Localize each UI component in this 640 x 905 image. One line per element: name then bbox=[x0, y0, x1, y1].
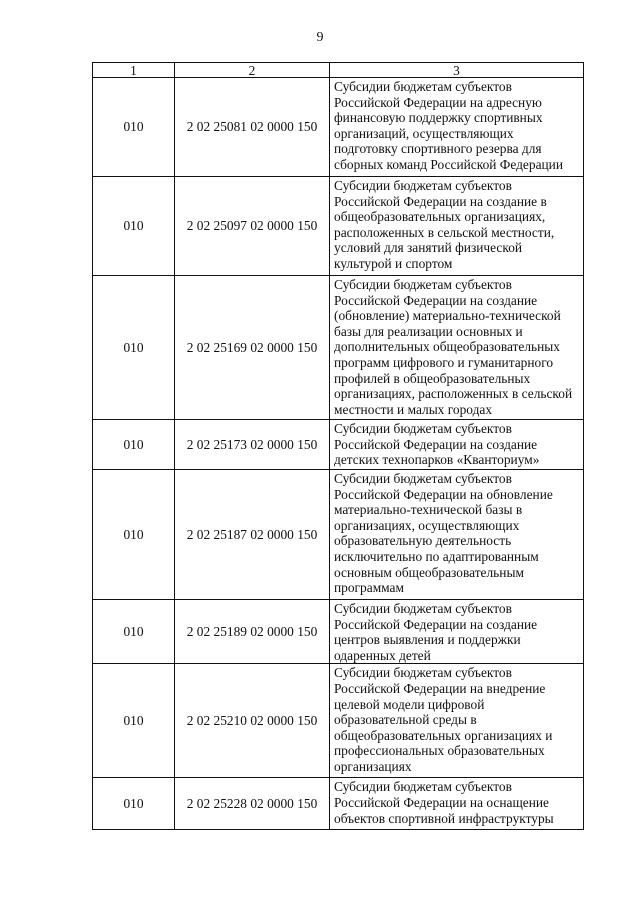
column-number-3: 3 bbox=[330, 63, 584, 78]
table-header-row bbox=[93, 63, 584, 78]
income-name-cell: Субсидии бюджетам субъектов Российской Федерации на адресную финансовую поддержку спортивных организаций, осуществляющих подготовку спортивного резерва для сборных команд Российской Федерации bbox=[330, 78, 584, 177]
table-row bbox=[93, 470, 584, 600]
income-name-cell: Субсидии бюджетам субъектов Российской Федерации на создание центров выявления и поддержки одаренных детей bbox=[330, 600, 584, 664]
table-row bbox=[93, 664, 584, 778]
income-name-cell: Субсидии бюджетам субъектов Российской Федерации на создание в общеобразовательных организациях, расположенных в сельской местности, условий для занятий физической культурой и спортом bbox=[330, 177, 584, 276]
admin-code-cell: 010 bbox=[93, 600, 175, 664]
table-row bbox=[93, 78, 584, 177]
income-name-cell: Субсидии бюджетам субъектов Российской Федерации на оснащение объектов спортивной инфраструктуры bbox=[330, 778, 584, 830]
income-name-cell: Субсидии бюджетам субъектов Российской Федерации на создание детских технопарков «Кванториум» bbox=[330, 420, 584, 470]
budget-codes-table bbox=[92, 62, 584, 830]
budget-class-code-cell: 2 02 25169 02 0000 150 bbox=[175, 276, 330, 420]
column-number-2: 2 bbox=[175, 63, 330, 78]
admin-code-cell: 010 bbox=[93, 778, 175, 830]
budget-class-code-cell: 2 02 25210 02 0000 150 bbox=[175, 664, 330, 778]
admin-code-cell: 010 bbox=[93, 420, 175, 470]
admin-code-cell: 010 bbox=[93, 470, 175, 600]
admin-code-cell: 010 bbox=[93, 664, 175, 778]
table-row bbox=[93, 177, 584, 276]
admin-code-cell: 010 bbox=[93, 78, 175, 177]
table-row bbox=[93, 276, 584, 420]
admin-code-cell: 010 bbox=[93, 276, 175, 420]
budget-class-code-cell: 2 02 25081 02 0000 150 bbox=[175, 78, 330, 177]
admin-code-cell: 010 bbox=[93, 177, 175, 276]
column-number-1: 1 bbox=[93, 63, 175, 78]
budget-class-code-cell: 2 02 25228 02 0000 150 bbox=[175, 778, 330, 830]
budget-class-code-cell: 2 02 25189 02 0000 150 bbox=[175, 600, 330, 664]
page-number: 9 bbox=[316, 30, 324, 45]
table-row bbox=[93, 420, 584, 470]
income-name-cell: Субсидии бюджетам субъектов Российской Федерации на создание (обновление) материально-технической базы для реализации основных и дополнительных общеобразовательных программ цифрового и гуманитарного профилей в общеобразовательных организациях, расположенных в сельской местности и малых городах bbox=[330, 276, 584, 420]
table-row bbox=[93, 778, 584, 830]
income-name-cell: Субсидии бюджетам субъектов Российской Федерации на внедрение целевой модели цифровой образовательной среды в общеобразовательных организациях и профессиональных образовательных организациях bbox=[330, 664, 584, 778]
income-name-cell: Субсидии бюджетам субъектов Российской Федерации на обновление материально-технической базы в организациях, осуществляющих образовательную деятельность исключительно по адаптированным основным общеобразовательным программам bbox=[330, 470, 584, 600]
budget-class-code-cell: 2 02 25097 02 0000 150 bbox=[175, 177, 330, 276]
budget-class-code-cell: 2 02 25187 02 0000 150 bbox=[175, 470, 330, 600]
budget-class-code-cell: 2 02 25173 02 0000 150 bbox=[175, 420, 330, 470]
table-row bbox=[93, 600, 584, 664]
